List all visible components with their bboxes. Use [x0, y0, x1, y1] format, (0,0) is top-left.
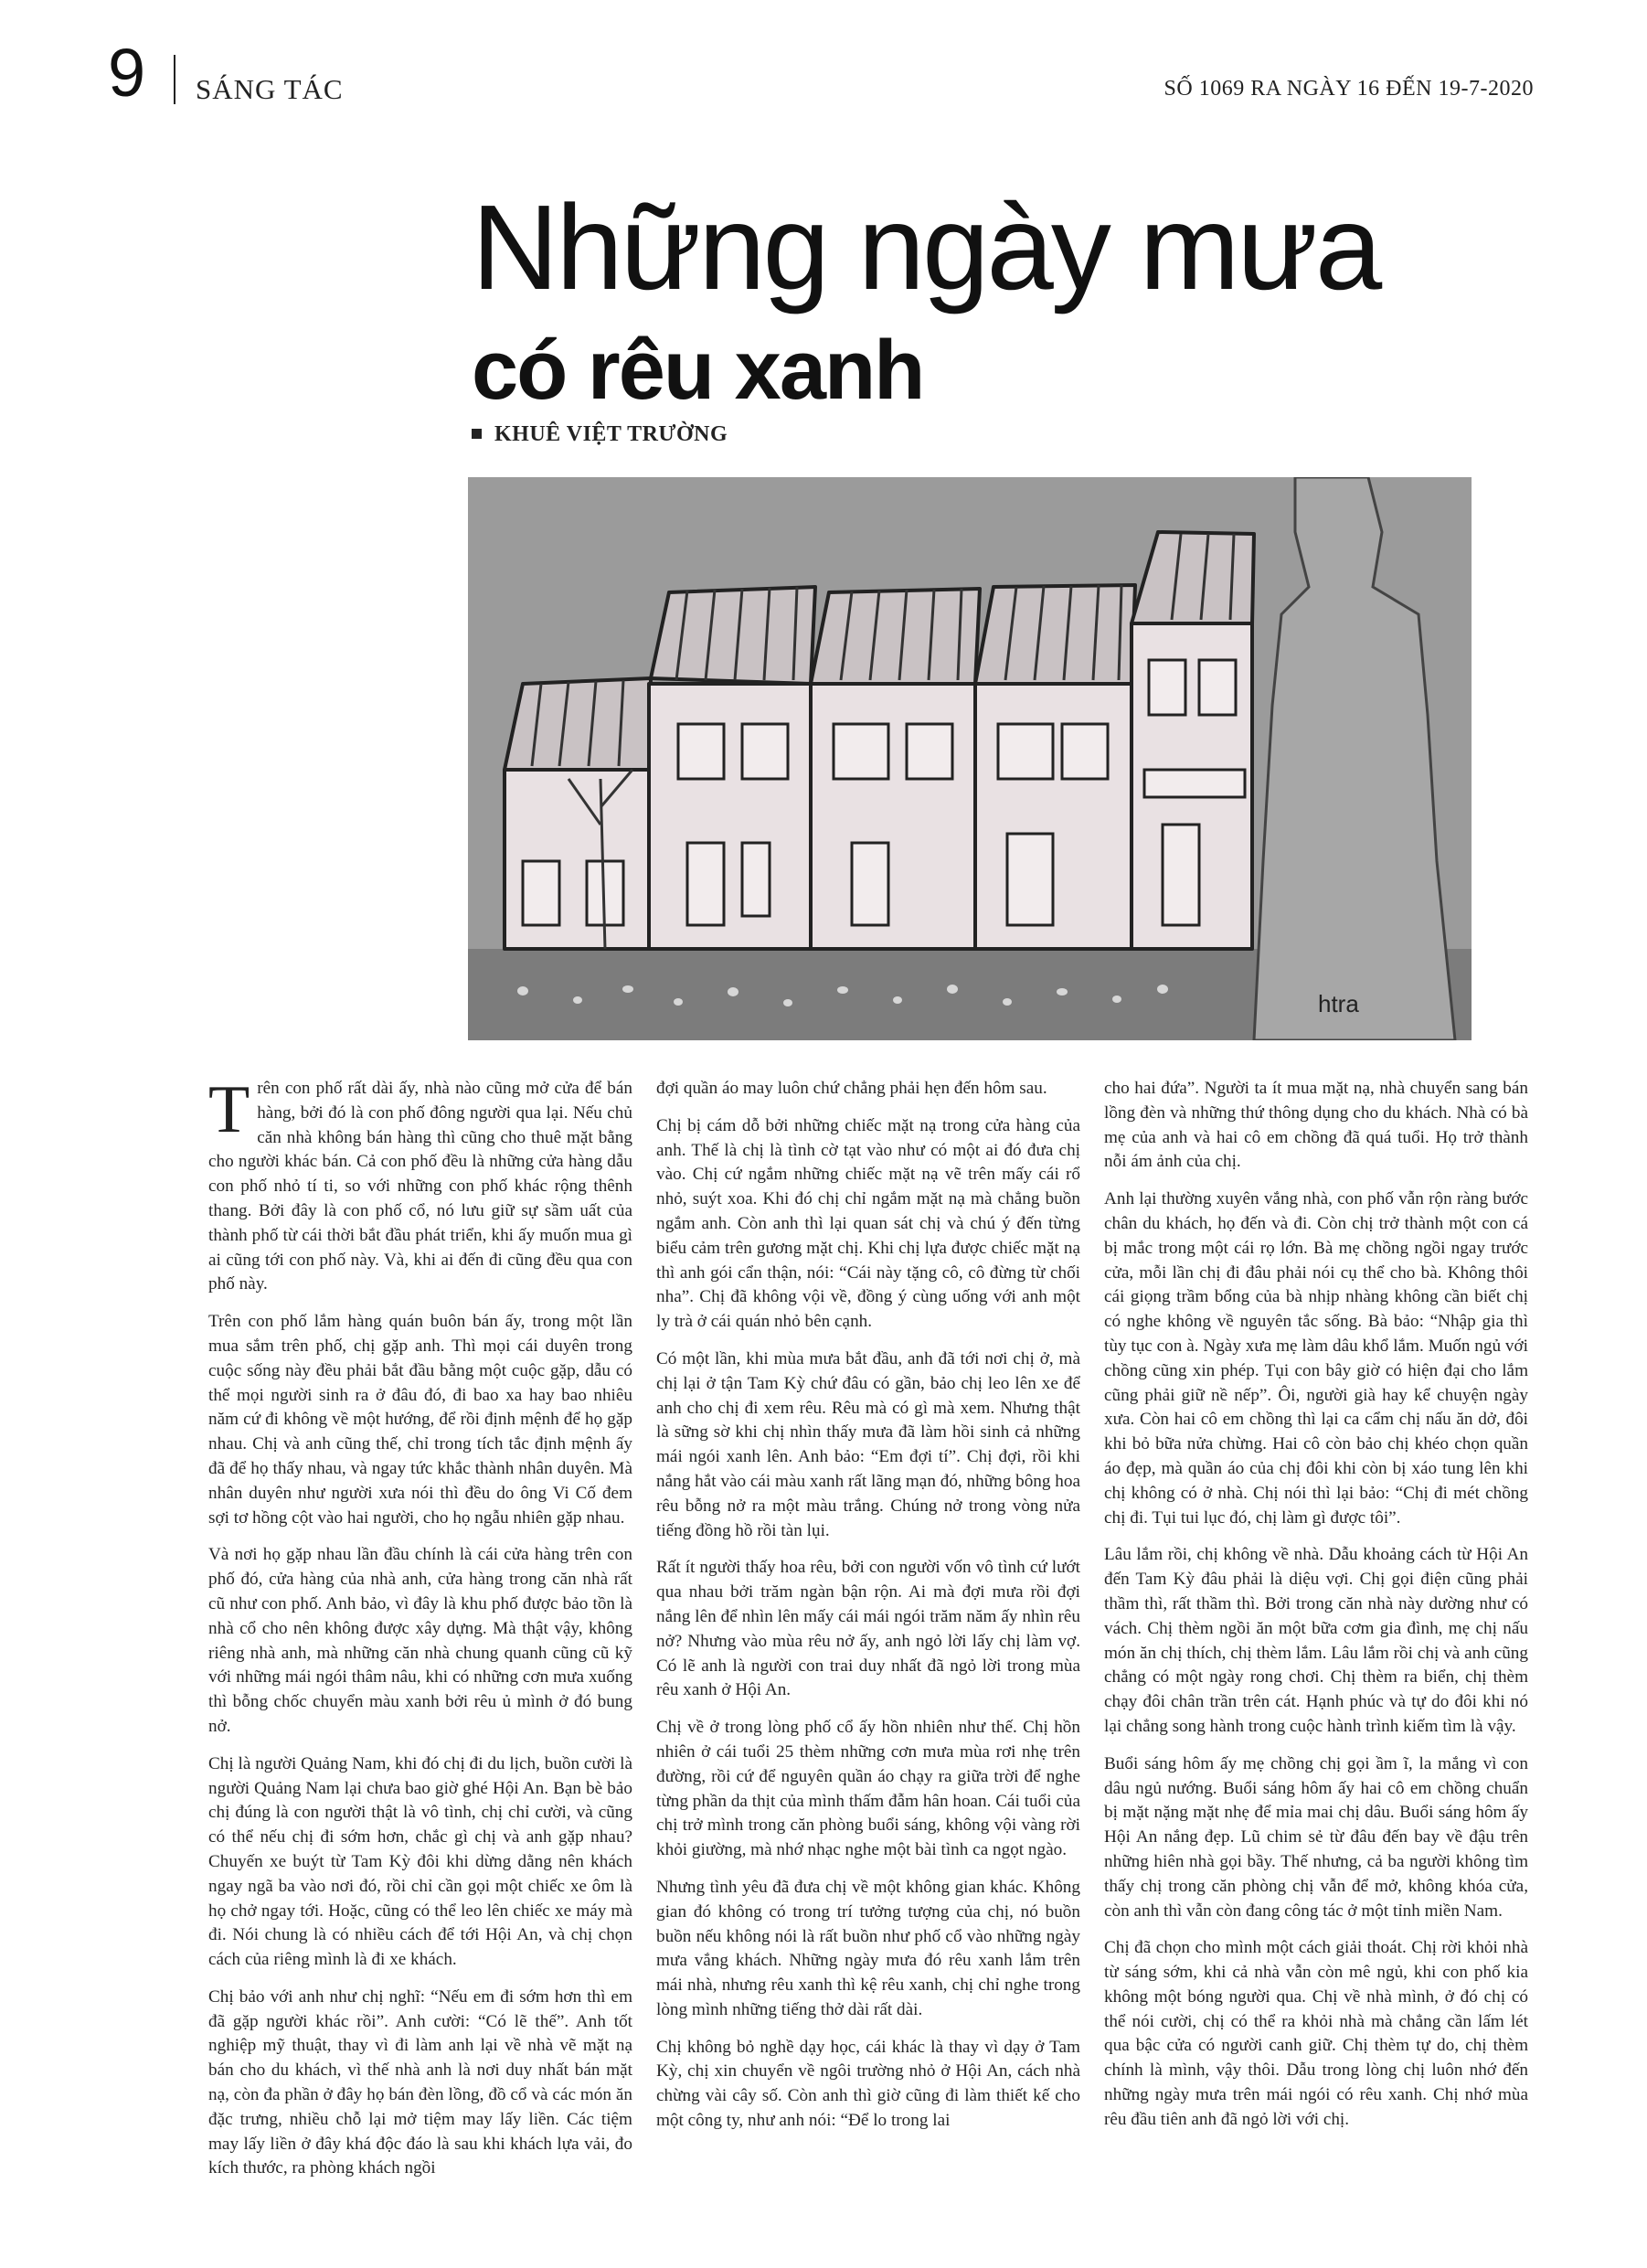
paragraph: Chị về ở trong lòng phố cổ ấy hồn nhiên như thế. Chị hồn nhiên ở cái tuổi 25 thèm những cơn mưa mùa rơi nhẹ trên đường, rồi cứ để nguyên quần áo chạy ra giữa trời để nghe từng phần da thịt của mình thấm đẫm hân hoan. Cái tuổi của chị trở mình trong căn phòng buổi sáng, không vội vàng rời khỏi giường, mà nhớ nhạc nghe một bài tình ca ngọt ngào. — [656, 1718, 1080, 1860]
paragraph: Rất ít người thấy hoa rêu, bởi con người vốn vô tình cứ lướt qua nhau bởi trăm ngàn bận rộn. Ai mà đợi mưa rồi đợi nắng lên để nhìn lên mấy cái mái ngói trăm năm ấy nhìn rêu nở? Nhưng vào mùa rêu nở ấy, anh ngỏ lời lấy chị làm vợ. Có lẽ anh là người con trai duy nhất đã ngỏ lời trong mùa rêu xanh ở Hội An. — [656, 1558, 1080, 1700]
paragraph: Có một lần, khi mùa mưa bắt đầu, anh đã tới nơi chị ở, mà chị lại ở tận Tam Kỳ chứ đâu có gần, bảo chị leo lên xe để anh cho chị đi xem rêu. Rêu mà có gì mà xem. Nhưng thật là sững sờ khi chị nhìn thấy mưa đã làm hồi sinh cả những mái ngói xanh lên. Anh bảo: “Em đợi tí”. Chị đợi, rồi khi nắng hắt vào cái màu xanh rất lãng mạn đó, những bông hoa rêu bỗng nở ra một màu trắng. Chúng nở trong vòng nửa tiếng đồng hồ rồi tàn lụi. — [656, 1348, 1080, 1540]
paragraph: Chị đã chọn cho mình một cách giải thoát. Chị rời khỏi nhà từ sáng sớm, khi cả nhà vẫn còn mê ngủ, khi con phố kia không một bóng người qua. Chị về nhà mình, ở đó chị có thể nói cười, chị có thể ra khỏi nhà mà chẳng cần lấm lét qua bậc cửa có người canh giữ. Chị thèm tự do, chị thèm chính là mình, vậy thôi. Dẫu trong lòng chị luôn nhớ đến những ngày mưa trên mái ngói có rêu xanh. Chị nhớ mùa rêu đầu tiên anh đã ngỏ lời với chị. — [1104, 1938, 1528, 2129]
paragraph: Chị bảo với anh như chị nghĩ: “Nếu em đi sớm hơn thì em đã gặp người khác rồi”. Anh cười: “Có lẽ thế”. Anh tốt nghiệp mỹ thuật, thay vì đi làm anh lại về nhà vẽ mặt nạ bán cho du khách, vì thế nhà anh là nơi duy nhất bán mặt nạ, còn đa phần ở đây họ bán đèn lồng, đồ cổ và các món ăn đặc trưng, nhiều chỗ lại mở tiệm may lấy liền. Các tiệm may lấy liền ở đây khá độc đáo là sau khi khách lựa vải, đo kích thước, ra phòng khách ngồi — [208, 1986, 632, 2178]
paragraph: Chị là người Quảng Nam, khi đó chị đi du lịch, buồn cười là người Quảng Nam lại chưa bao giờ ghé Hội An. Bạn bè bảo chị đúng là con người thật là vô tình, chị chỉ cười, và cũng có thể nếu chị đi sớm hơn, chắc gì chị và anh gặp nhau? Chuyến xe buýt từ Tam Kỳ đôi khi dừng dằng nên khách ngay ngã ba vào nơi đó, rồi chỉ cần gọi một chiếc xe ôm là họ chở ngay tới. Hoặc, cũng có thể leo lên chiếc xe máy mà đi. Nói chung là có nhiều cách để tới Hội An, và chị chọn cách của riêng mình là đi xe khách. — [208, 1753, 632, 1970]
article-title-line1: Những ngày mưa — [472, 180, 1380, 314]
page-header — [108, 37, 1534, 110]
article-column-2 — [656, 1077, 1080, 2146]
header-divider — [174, 55, 175, 104]
page-number: 9 — [108, 35, 146, 111]
paragraph: Nhưng tình yêu đã đưa chị về một không gian khác. Không gian đó không có trong trí tưởng tượng của chị, nó buồn buồn nếu không nói là rất buồn như phố cổ vào những ngày mưa vắng khách. Những ngày mưa đó rêu xanh lắm trên mái nhà, nhưng rêu xanh thì kệ rêu xanh, chị chỉ nghe trong lòng mình những tiếng thở dài rất dài. — [656, 1877, 1080, 2019]
paragraph: Và nơi họ gặp nhau lần đầu chính là cái cửa hàng trên con phố đó, cửa hàng của nhà anh, cửa hàng trong căn nhà rất cũ như con phố. Anh bảo, vì đây là khu phố được bảo tồn là nhà cổ cho nên không được xây dựng. Mà thật vậy, không riêng nhà anh, mà những căn nhà chung quanh cũng cũ kỹ với những mái ngói thâm nâu, khi có những cơn mưa xuống thì bỗng chốc chuyển màu xanh bởi rêu ủ mình ở đó bung nở. — [208, 1545, 632, 1736]
article-title-line2: có rêu xanh — [472, 324, 924, 417]
illustration — [468, 477, 1472, 1040]
illustration-signature: htra — [1318, 990, 1359, 1017]
issue-info: SỐ 1069 RA NGÀY 16 ĐẾN 19-7-2020 — [1164, 77, 1534, 101]
paragraph: cho hai đứa”. Người ta ít mua mặt nạ, nhà chuyển sang bán lồng đèn và những thứ thông dụng cho du khách. Nhà có bà mẹ của anh và hai cô em chồng đã quá tuổi. Họ trở thành nỗi ám ảnh của chị. — [1104, 1079, 1528, 1172]
paragraph: Trên con phố rất dài ấy, nhà nào cũng mở cửa để bán hàng, bởi đó là con phố đông người qua lại. Nếu chủ căn nhà không bán hàng thì cũng cho thuê mặt bằng cho người khác bán. Cả con phố đều là những cửa hàng dẫu con phố nhỏ tí ti, so với những con phố khác rộng thênh thang. Bởi đây là con phố cổ, nó lưu giữ sự sầm uất của thành phố từ cái thời bắt đầu phát triển, khi ấy muốn mua gì ai cũng tới con phố này. Và, khi ai đến đi cũng đều qua con phố này. — [208, 1072, 632, 1294]
paragraph: đợi quần áo may luôn chứ chẳng phải hẹn đến hôm sau. — [656, 1079, 1047, 1098]
drop-cap: T — [208, 1072, 250, 1147]
paragraph: Buổi sáng hôm ấy mẹ chồng chị gọi ầm ĩ, la mắng vì con dâu ngủ nướng. Buổi sáng hôm ấy hai cô em chồng chuẩn bị mặt nặng mặt nhẹ để mỉa mai chị dâu. Buổi sáng hôm ấy Hội An nắng đẹp. Lũ chim sẻ từ đâu đến bay về đậu trên những hiên nhà gọi bầy. Thế nhưng, cả ba người không tìm thấy chị trong căn phòng chị vẫn để mở, không khóa cửa, còn anh thì vẫn còn đang công tác ở một tỉnh miền Nam. — [1104, 1753, 1528, 1921]
author-name: KHUÊ VIỆT TRƯỜNG — [494, 422, 728, 446]
article-column-1 — [208, 1072, 632, 2194]
author-byline — [472, 422, 728, 447]
paragraph: Trên con phố lắm hàng quán buôn bán ấy, trong một lần mua sắm trên phố, chị gặp anh. Thì mọi cái duyên trong cuộc sống này đều phải bắt đầu bằng một cuộc gặp, dẫu có thể mọi người sinh ra ở đâu đó, đi bao xa hay bao nhiêu năm cứ đi không về một hướng, để rồi định mệnh để họ gặp nhau. Chị và anh cũng thế, chỉ trong tích tắc định mệnh ấy đã để họ thấy nhau, và ngay tức khắc thành nhân duyên. Mà nhân duyên như người xưa nói thì đều do ông Vi Cố đem sợi tơ hồng cột vào hai người, cho họ ngẫu nhiên gặp nhau. — [208, 1312, 632, 1528]
bullet-square-icon — [472, 429, 482, 439]
paragraph: Chị bị cám dỗ bởi những chiếc mặt nạ trong cửa hàng của anh. Thế là chị là tình cờ tạt vào như có một ai đó đưa chị vào. Chị cứ ngắm những chiếc mặt nạ vẽ trên mấy cái rổ nhỏ, suýt xoa. Khi đó chị chỉ ngắm mặt nạ mà chẳng buồn ngắm anh. Còn anh thì lại quan sát chị và chú ý đến từng biểu cảm trên gương mặt chị. Khi chị lựa được chiếc mặt nạ thì anh gói cẩn thận, nói: “Cái này tặng cô, cô đừng từ chối nha”. Chị đã không vội về, đồng ý cùng uống với anh một ly trà ở cái quán nhỏ bên cạnh. — [656, 1115, 1080, 1332]
article-column-3 — [1104, 1077, 1528, 2146]
paragraph: Lâu lắm rồi, chị không về nhà. Dẫu khoảng cách từ Hội An đến Tam Kỳ đâu phải là diệu vợi. Chị gọi điện cũng phải thầm thì, rất thầm thì. Bởi trong căn nhà này dường như có vách. Chị thèm ngồi ăn một bữa cơm gia đình, mẹ chị nấu món ăn chị thích, chị thèm lắm. Lâu lắm rồi chị và anh cũng chẳng có một ngày rong chơi. Chị thèm ra biển, chị thèm chạy đôi chân trần trên cát. Hạnh phúc và tự do đôi khi nó lại chẳng song hành trong cuộc hành trình kiếm tìm là vậy. — [1104, 1545, 1528, 1736]
section-name: SÁNG TÁC — [196, 73, 344, 105]
paragraph: Anh lại thường xuyên vắng nhà, con phố vẫn rộn ràng bước chân du khách, họ đến và đi. Còn chị trở thành một con cá bị mắc trong một cái rọ lớn. Bà mẹ chồng ngồi ngay trước cửa, mỗi lần chị đi đâu phải nói cụ thể cho bà. Không thôi cái giọng trầm bổng của bà nhịp nhàng không cần biết chị có nghe không về nguyên tắc sống. Bà bảo: “Nhập gia thì tùy tục con à. Ngày xưa mẹ làm dâu khổ lắm. Muốn ngủ với chồng cũng xin phép. Tụi con bây giờ có hiện đại cho lắm cũng phải giữ nề nếp”. Ôi, người già hay kể chuyện ngày xưa. Còn hai cô em chồng thì lại ca cẩm chị nấu ăn dở, đôi khi bỏ bữa nửa chừng. Hai cô còn bảo chị khéo chọn quần áo đẹp, mà quần áo của chị đôi khi còn bị xáo tung lên khi chị không có ở nhà. Chị nói thì lại bảo: “Chị đi mét chồng chị đi. Tụi tui lục đó, chị làm gì được tôi”. — [1104, 1189, 1528, 1528]
paragraph: Chị không bỏ nghề dạy học, cái khác là thay vì dạy ở Tam Kỳ, chị xin chuyển về ngôi trường nhỏ ở Hội An, cách nhà chừng vài cây số. Còn anh thì giờ cũng đi làm thiết kế cho một công ty, như anh nói: “Để lo trong lai — [656, 2037, 1080, 2131]
